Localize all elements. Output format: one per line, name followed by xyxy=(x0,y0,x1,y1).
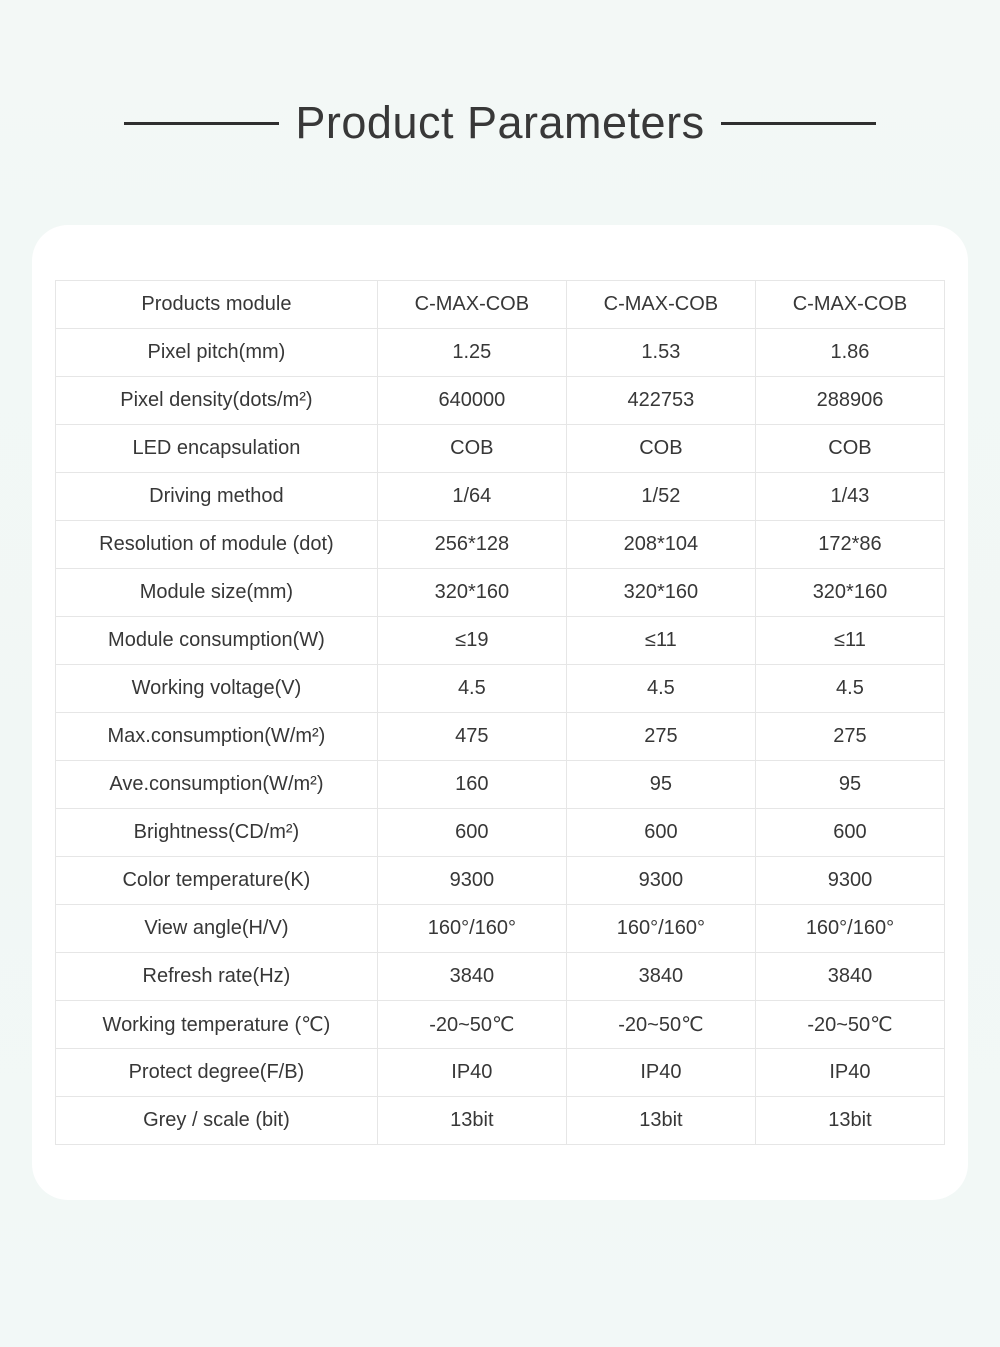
param-value-cell: 422753 xyxy=(566,377,755,425)
param-label-cell: Pixel pitch(mm) xyxy=(56,329,378,377)
param-label-cell: Refresh rate(Hz) xyxy=(56,953,378,1001)
table-row xyxy=(56,425,945,473)
title-rule-right xyxy=(721,122,876,125)
param-value-cell: ≤11 xyxy=(566,617,755,665)
table-row xyxy=(56,857,945,905)
table-row xyxy=(56,905,945,953)
param-value-cell: 600 xyxy=(755,809,944,857)
param-value-cell: 9300 xyxy=(755,857,944,905)
param-value-cell: ≤11 xyxy=(755,617,944,665)
param-value-cell: 13bit xyxy=(566,1097,755,1145)
param-label-cell: Pixel density(dots/m²) xyxy=(56,377,378,425)
table-row xyxy=(56,761,945,809)
param-value-cell: 640000 xyxy=(377,377,566,425)
param-label-cell: Module consumption(W) xyxy=(56,617,378,665)
table-row xyxy=(56,665,945,713)
table-row xyxy=(56,521,945,569)
param-value-cell: 3840 xyxy=(755,953,944,1001)
table-row xyxy=(56,377,945,425)
table-row xyxy=(56,329,945,377)
param-label-cell: View angle(H/V) xyxy=(56,905,378,953)
param-value-cell: 1.53 xyxy=(566,329,755,377)
table-row xyxy=(56,1001,945,1049)
param-value-cell: 4.5 xyxy=(377,665,566,713)
param-label-cell: Driving method xyxy=(56,473,378,521)
param-value-cell: 4.5 xyxy=(566,665,755,713)
product-parameters-table-body xyxy=(56,281,945,1145)
param-value-cell: COB xyxy=(566,425,755,473)
param-value-cell: 13bit xyxy=(755,1097,944,1145)
param-value-cell: 1/64 xyxy=(377,473,566,521)
param-label-cell: Working temperature (℃) xyxy=(56,1001,378,1049)
param-label-cell: Resolution of module (dot) xyxy=(56,521,378,569)
param-value-cell: 4.5 xyxy=(755,665,944,713)
param-value-cell: 1.25 xyxy=(377,329,566,377)
param-label-cell: Module size(mm) xyxy=(56,569,378,617)
param-value-cell: -20~50℃ xyxy=(377,1001,566,1049)
table-row xyxy=(56,569,945,617)
param-value-cell: C-MAX-COB xyxy=(377,281,566,329)
param-value-cell: 9300 xyxy=(377,857,566,905)
param-value-cell: 95 xyxy=(566,761,755,809)
param-value-cell: ≤19 xyxy=(377,617,566,665)
param-value-cell: 160°/160° xyxy=(755,905,944,953)
param-label-cell: Brightness(CD/m²) xyxy=(56,809,378,857)
param-value-cell: 160°/160° xyxy=(566,905,755,953)
table-row xyxy=(56,953,945,1001)
param-value-cell: 320*160 xyxy=(566,569,755,617)
param-label-cell: LED encapsulation xyxy=(56,425,378,473)
spec-card xyxy=(32,225,968,1200)
table-header-row xyxy=(56,281,945,329)
table-row xyxy=(56,713,945,761)
param-value-cell: 1/43 xyxy=(755,473,944,521)
param-value-cell: 3840 xyxy=(566,953,755,1001)
param-label-cell: Working voltage(V) xyxy=(56,665,378,713)
param-label-cell: Ave.consumption(W/m²) xyxy=(56,761,378,809)
param-value-cell: 95 xyxy=(755,761,944,809)
param-value-cell: 600 xyxy=(566,809,755,857)
product-parameters-table xyxy=(55,280,945,1145)
param-value-cell: 3840 xyxy=(377,953,566,1001)
param-value-cell: IP40 xyxy=(377,1049,566,1097)
table-row xyxy=(56,617,945,665)
param-label-cell: Color temperature(K) xyxy=(56,857,378,905)
param-label-cell: Grey / scale (bit) xyxy=(56,1097,378,1145)
param-value-cell: 475 xyxy=(377,713,566,761)
param-value-cell: -20~50℃ xyxy=(566,1001,755,1049)
param-label-cell: Products module xyxy=(56,281,378,329)
param-value-cell: C-MAX-COB xyxy=(566,281,755,329)
title-rule-left xyxy=(124,122,279,125)
param-value-cell: -20~50℃ xyxy=(755,1001,944,1049)
param-value-cell: IP40 xyxy=(755,1049,944,1097)
param-value-cell: 320*160 xyxy=(755,569,944,617)
section-title-bar xyxy=(0,97,1000,149)
param-value-cell: 600 xyxy=(377,809,566,857)
param-value-cell: 160 xyxy=(377,761,566,809)
param-value-cell: 160°/160° xyxy=(377,905,566,953)
param-value-cell: 256*128 xyxy=(377,521,566,569)
param-label-cell: Max.consumption(W/m²) xyxy=(56,713,378,761)
param-value-cell: 320*160 xyxy=(377,569,566,617)
table-row xyxy=(56,809,945,857)
param-value-cell: 1/52 xyxy=(566,473,755,521)
param-value-cell: 208*104 xyxy=(566,521,755,569)
param-value-cell: 172*86 xyxy=(755,521,944,569)
table-row xyxy=(56,1097,945,1145)
param-value-cell: 1.86 xyxy=(755,329,944,377)
param-value-cell: C-MAX-COB xyxy=(755,281,944,329)
param-value-cell: COB xyxy=(755,425,944,473)
page-title: Product Parameters xyxy=(295,97,705,148)
param-value-cell: 13bit xyxy=(377,1097,566,1145)
param-value-cell: 9300 xyxy=(566,857,755,905)
param-value-cell: 275 xyxy=(755,713,944,761)
param-value-cell: COB xyxy=(377,425,566,473)
table-row xyxy=(56,1049,945,1097)
param-value-cell: IP40 xyxy=(566,1049,755,1097)
param-value-cell: 275 xyxy=(566,713,755,761)
param-value-cell: 288906 xyxy=(755,377,944,425)
param-label-cell: Protect degree(F/B) xyxy=(56,1049,378,1097)
table-row xyxy=(56,473,945,521)
